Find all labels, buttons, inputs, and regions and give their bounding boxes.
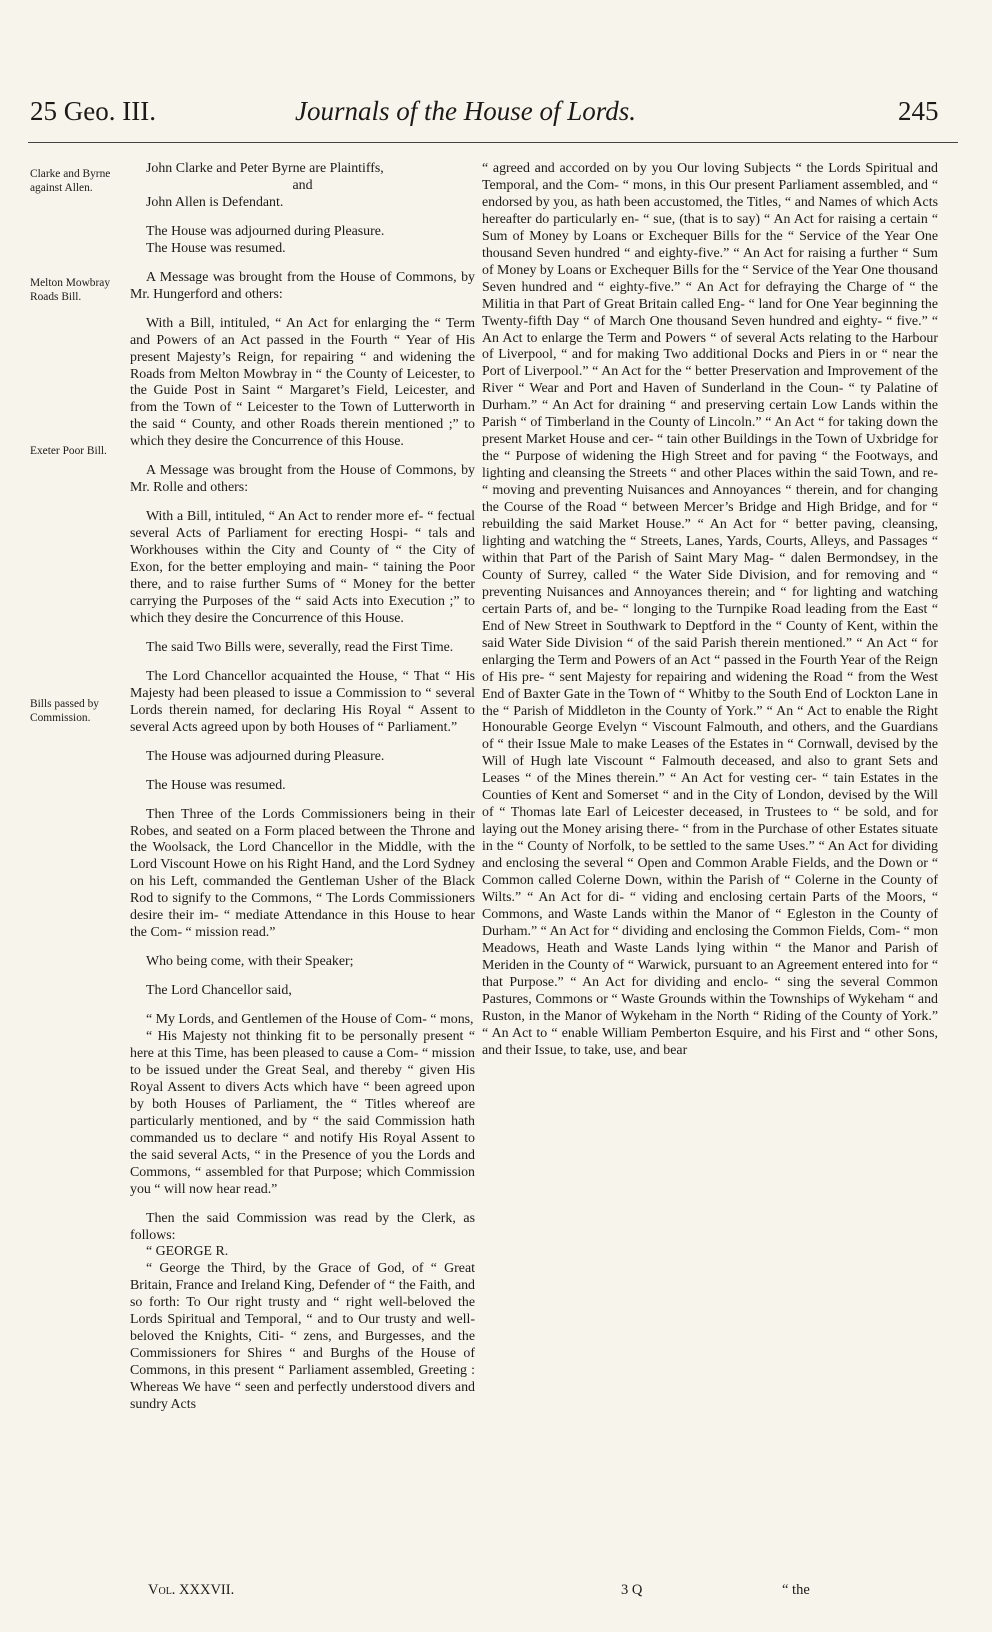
- paragraph-and: and: [292, 177, 313, 193]
- paragraph-address: “ My Lords, and Gentlemen of the House of Com- “ mons,: [146, 1012, 474, 1028]
- page-number: 245: [898, 96, 939, 126]
- paragraph-commissioners-seated: Then Three of the Lords Commissioners being in their Robes, and seated on a Form placed between the Throne and the Woolsack, the Lord Chancellor in the Middle, with the Lord Viscount Howe on his Right Hand, and the Lord Sydney on his Left, commanded the Gentleman Usher of the Black Rod to signify to the Commons, “ The Lords Commissioners desire their im- “ mediate Attendance in this House to hear the Com- “ mission read.”: [130, 806, 475, 941]
- catchword: “ the: [782, 1582, 810, 1598]
- paragraph-exeter-bill: With a Bill, intituled, “ An Act to render more ef- “ fectual several Acts of Parliament for erecting Hospi- “ tals and Workhouses within the City and County of “ the City of Exon, for the better employing and main- “ taining the Poor there, and to raise further Sums of “ Money for the better carrying the Purposes of the “ said Acts into Execution ;” to which they desire the Concurrence of this House.: [130, 509, 475, 626]
- paragraph-defendant: John Allen is Defendant.: [146, 194, 284, 210]
- margin-note-commission: Bills passed by Commission.: [30, 698, 99, 724]
- paragraph-parties: John Clarke and Peter Byrne are Plaintiffs,: [146, 161, 384, 176]
- paragraph-speaker: Who being come, with their Speaker;: [146, 954, 354, 970]
- running-head-regnal-year: 25 Geo. III.: [30, 96, 156, 126]
- paragraph-acts-list: “ agreed and accorded on by you Our loving Subjects “ the Lords Spiritual and Temporal, and the Com- “ mons, in this Our present Parliament assembled, and “ endorsed by you, as hath been accustomed, the Titles, “ and Names of which Acts hereafter do particularly en- “ sue, (that is to say) “ An Act for raising a certain “ Sum of Money by Loans or Exchequer Bills for the “ Service of the Year One thousand Seven hundred “ and eighty-five.” “ An Act for raising a further “ Sum of Money by Loans or Exchequer Bills for the “ Service of the Year One thousand Seven hundred and “ eighty-five.” “ An Act for defraying the Charge of “ the Militia in that Part of Great Britain called Eng- “ land for One Year beginning the Twenty-fifth Day “ of March One thousand Seven hundred and eighty- “ five.” “ An Act to enlarge the Term and Powers “ of several Acts relating to the Harbour of Liverpool, “ and for making Two additional Docks and Piers in or “ near the Port of Liverpool.” “ An Act for the “ better Preservation and Improvement of the River “ Wear and Port and Haven of Sunderland in the Coun- “ ty Palatine of Durham.” “ An Act for draining “ and preserving certain Low Lands within the Parish “ of Timberland in the County of Lincoln.” “ An Act “ for taking down the present Market House and cer- “ tain other Buildings in the Town of Uxbridge for the “ Purpose of widening the High Street and for paving “ the Footways, and lighting and cleansing the Streets “ and other Places within the said Town, and re- “ moving and preventing Nuisances and Annoyances “ therein, and for changing the Course of the Road “ between Mercer’s Bridge and High Bridge, and for “ rebuilding the said Market House.” “ An Act for “ better paving, cleansing, lighting and watching the “ Streets, Lanes, Yards, Courts, Alleys, and Passages “ within that Part of the Parish of Saint Mary Mag- “ dalen Bermondsey, in the County of Surrey, called “ the Water Side Division, and for removing and “ preventing Nuisances and Annoyances therein; and “ for lighting and watching certain Parts of, and be- “ longing to the Turnpike Road leading from the East “ End of New Street in Southwark to Deptford in the “ County of Kent, within the said Water Side Division “ of the said Parish therein mentioned.” “ An Act “ for enlarging the Term and Powers of an Act “ passed in the Fourth Year of the Reign of His pre- “ sent Majesty for repairing and widening the Road “ from the West End of Baxter Gate in the Town of “ Whitby to the South End of Lockton Lane in the “ Parish of Middleton in the County of York.” “ An “ Act to enable the Right Honourable George Evelyn “ Viscount Falmouth, and others, and the Guardians of “ their Issue Male to make Leases of the Estates in “ Cornwall, devised by the Will of Hugh late Viscount “ Falmouth deceased, and also to grant Sets and Leases “ of the Mines therein.” “ An Act for vesting cer- “ tain Estates in the Counties of Kent and Somerset “ and in the City of London, devised by the Will of “ Thomas late Earl of Leicester deceased, in Trustees to “ be sold, and for laying out the Money arising there- “ from in the Purchase of other Estates situate in the “ County of Norfolk, to be settled to the same Uses.” “ An Act for dividing and enclosing the several “ Open and Common Arable Fields, and the Down or “ Common called Colerne Down, within the Parish of “ Colerne in the County of Wilts.” “ An Act for di- “ viding and enclosing certain Parts of the Moors, “ Commons, and Waste Lands within the Manor of “ Egleston in the County of Durham.” “ An Act for “ dividing and enclosing the Common Fields, Com- “ mon Meadows, Heath and Waste Lands lying within “ the Manor and Parish of Meriden in the County of “ Warwick, pursuant to an Agreement entered into for “ that Purpose.” “ An Act for dividing and enclo- “ sing the several Common Pastures, Commons or “ Waste Grounds within the Townships of Wykeham “ and Ruston, in the Manor of Wykeham in the North “ Riding of the County of York.” “ An Act to “ enable William Pemberton Esquire, and his First and “ other Sons, and their Issue, to take, use, and bear: [482, 161, 939, 1058]
- paragraph-commission-text: “ George the Third, by the Grace of God, of “ Great Britain, France and Ireland King, Defender of “ the Faith, and so forth: To Our right trusty and “ right well-beloved the Lords Spiritual and Temporal, “ and to Our trusty and well-beloved the Knights, Citi- “ zens, and Burgesses, and the Commissioners for Shires “ and Burghs of the House of Commons, in this present “ Parliament assembled, Greeting : Whereas We have “ seen and perfectly understood divers and sundry Acts: [130, 1261, 475, 1413]
- column-right: [482, 161, 938, 1060]
- paragraph-message-rolle: A Message was brought from the House of Commons, by Mr. Rolle and others:: [130, 463, 475, 496]
- header-rule: [28, 142, 958, 143]
- running-head-title: Journals of the House of Lords.: [295, 96, 637, 126]
- paragraph-melton-bill: With a Bill, intituled, “ An Act for enlarging the “ Term and Powers of an Act passed in the Fourth “ Year of His present Majesty’s Reign, for repairing “ and widening the Roads from Melton Mowbray in “ the County of Leicester, to the Guide Post in Saint “ Margaret’s Field, Leicester, and from the Town of “ Leicester to the Town of Lutterworth in the said “ County, and other Roads therein mentioned ;” to which they desire the Concurrence of this House.: [130, 315, 475, 450]
- paragraph-resumed: The House was resumed.: [146, 240, 286, 256]
- paragraph-george-r: “ GEORGE R.: [146, 1244, 229, 1260]
- signature-mark: 3 Q: [621, 1582, 643, 1598]
- paragraph-speech: “ His Majesty not thinking fit to be personally present “ here at this Time, has been pleased to cause a Com- “ mission to be issued under the Great Seal, and thereby “ given His Royal Assent to divers Acts which have “ been agreed upon by both Houses of Parliament, the “ Titles whereof are particularly mentioned, and by “ the said Commission hath commanded us to declare “ and notify His Royal Assent to the said several Acts, “ in the Presence of you the Lords and Commons, “ assembled for that Purpose; which Commission you “ will now hear read.”: [130, 1029, 475, 1197]
- paragraph-adjourned: The House was adjourned during Pleasure.: [146, 223, 385, 239]
- margin-note-exeter: Exeter Poor Bill.: [30, 445, 107, 457]
- paragraph-commission-read: Then the said Commission was read by the Clerk, as follows:: [130, 1210, 475, 1243]
- paragraph-adjourned-2: The House was adjourned during Pleasure.: [146, 748, 385, 764]
- paragraph-chancellor-acquainted: The Lord Chancellor acquainted the House, “ That “ His Majesty had been pleased to issue a Commission to “ several Lords therein named, for declaring His Royal “ Assent to several Acts agreed upon by both Houses of “ Parliament.”: [130, 668, 475, 735]
- paragraph-chancellor-said: The Lord Chancellor said,: [146, 983, 292, 999]
- margin-note-melton: Melton Mowbray Roads Bill.: [30, 277, 111, 303]
- paragraph-resumed-2: The House was resumed.: [146, 777, 286, 793]
- volume-label: Vol. XXXVII.: [148, 1582, 235, 1598]
- paragraph-message-hungerford: A Message was brought from the House of Commons, by Mr. Hungerford and others:: [130, 269, 475, 302]
- margin-note-clarke: Clarke and Byrne against Allen.: [30, 168, 111, 194]
- column-middle: [130, 161, 475, 1414]
- paragraph-first-reading: The said Two Bills were, severally, read the First Time.: [146, 639, 454, 655]
